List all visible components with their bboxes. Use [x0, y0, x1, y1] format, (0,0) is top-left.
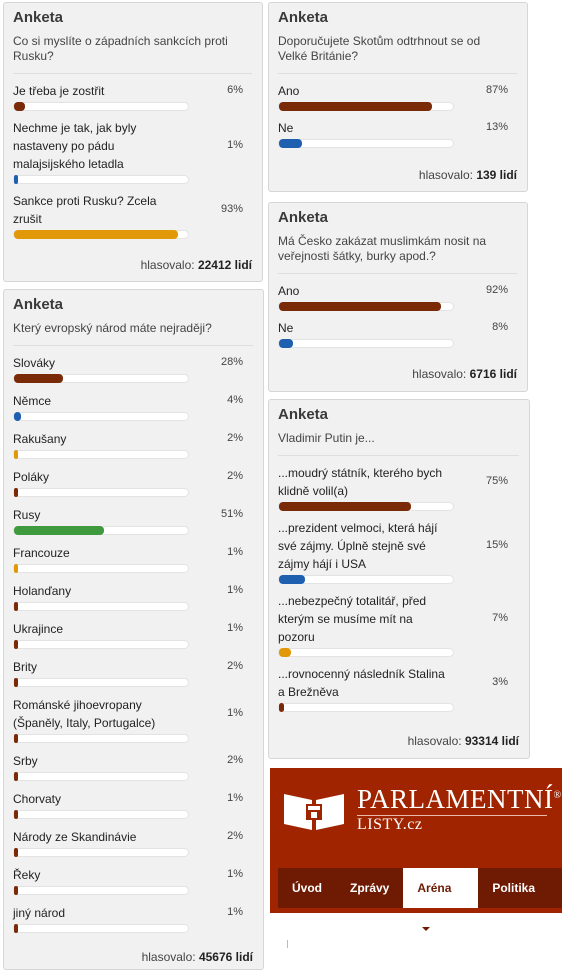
vote-count: hlasovalo: 6716 lidí [412, 367, 517, 381]
result-bar-fill [14, 230, 178, 239]
option-label: Němce [13, 394, 52, 408]
poll-options [278, 282, 517, 348]
divider [278, 273, 517, 274]
poll-question: Který evropský národ máte nejraději? [13, 321, 212, 335]
option-label: Chorvaty [13, 792, 62, 806]
poll-option[interactable] [278, 665, 519, 712]
result-bar-fill [279, 703, 284, 712]
poll-option[interactable] [278, 119, 517, 148]
result-bar-fill [14, 810, 18, 819]
poll-scotland [268, 2, 528, 192]
poll-option[interactable] [13, 696, 253, 743]
option-percent: 92% [485, 284, 508, 296]
poll-option[interactable] [13, 430, 253, 459]
result-bar [278, 575, 454, 584]
result-bar-fill [279, 502, 411, 511]
option-label: Sankce proti Rusku? Zcela zrušit [13, 194, 157, 226]
option-label: Holanďany [13, 584, 72, 598]
poll-option[interactable] [278, 592, 519, 657]
result-bar-fill [14, 412, 21, 421]
poll-option[interactable] [13, 582, 253, 611]
option-percent: 2% [227, 830, 243, 842]
result-bar [13, 886, 189, 895]
poll-options [13, 354, 253, 933]
result-bar [13, 412, 189, 421]
option-percent: 2% [227, 470, 243, 482]
poll-title: Anketa [278, 209, 329, 226]
result-bar-fill [279, 302, 441, 311]
nav-label: Aréna [417, 881, 452, 895]
nav-arena[interactable] [403, 868, 478, 908]
option-label: Poláky [13, 470, 50, 484]
result-bar-fill [14, 526, 104, 535]
poll-option[interactable] [13, 752, 253, 781]
result-bar-fill [14, 602, 18, 611]
option-percent: 1% [227, 707, 243, 719]
result-bar [278, 102, 454, 111]
option-percent: 4% [227, 394, 243, 406]
poll-title: Anketa [13, 296, 64, 313]
result-bar-fill [14, 886, 18, 895]
poll-options [278, 82, 517, 148]
result-bar-fill [279, 102, 432, 111]
result-bar-fill [14, 924, 18, 933]
result-bar-fill [14, 734, 18, 743]
result-bar [13, 564, 189, 573]
result-bar-fill [14, 450, 18, 459]
divider [287, 940, 288, 948]
result-bar [13, 175, 189, 184]
result-bar [278, 703, 454, 712]
poll-title: Anketa [278, 406, 329, 423]
result-bar [13, 848, 189, 857]
result-bar-fill [14, 772, 18, 781]
result-bar-fill [14, 678, 18, 687]
result-bar-fill [14, 175, 18, 184]
result-bar [13, 230, 189, 239]
divider [13, 345, 253, 346]
result-bar-fill [279, 339, 293, 348]
option-percent: 1% [227, 584, 243, 596]
book-logo-icon [282, 790, 346, 832]
vote-count: hlasovalo: 45676 lidí [141, 950, 253, 964]
result-bar [13, 450, 189, 459]
option-label: Románské jihoevropany (Španěly, Italy, Portugalce) [13, 698, 156, 730]
option-label: ...prezident velmoci, která hájí své zájmy. Úplně stejně své zájmy hájí i USA [278, 521, 438, 571]
option-label: Rusy [13, 508, 41, 522]
option-percent: 6% [227, 84, 243, 96]
vote-count: hlasovalo: 139 lidí [418, 168, 517, 182]
poll-question: Doporučujete Skotům odtrhnout se od Velké Británie? [278, 34, 481, 63]
result-bar [13, 374, 189, 383]
option-percent: 15% [485, 539, 508, 551]
result-bar [13, 924, 189, 933]
poll-option[interactable] [278, 82, 517, 111]
poll-title: Anketa [278, 9, 329, 26]
caret-down-icon [497, 927, 505, 931]
vote-count: hlasovalo: 22412 lidí [140, 258, 252, 272]
poll-question: Co si myslíte o západních sankcích proti Rusku? [13, 34, 228, 63]
option-label: Rakušany [13, 432, 67, 446]
option-percent: 1% [227, 906, 243, 918]
poll-option[interactable] [13, 790, 253, 819]
divider [13, 73, 252, 74]
result-bar-fill [14, 848, 18, 857]
poll-options [278, 464, 519, 712]
option-label: Ukrajince [13, 622, 64, 636]
poll-putin [268, 399, 530, 759]
option-label: Ano [278, 284, 300, 298]
result-bar-fill [14, 488, 18, 497]
poll-option[interactable] [13, 658, 253, 687]
option-percent: 3% [492, 676, 508, 688]
result-bar-fill [279, 139, 302, 148]
option-percent: 1% [227, 139, 243, 151]
option-label: jiný národ [13, 906, 66, 920]
poll-option[interactable] [13, 354, 253, 383]
result-bar [13, 678, 189, 687]
poll-question: Má Česko zakázat muslimkám nosit na veřejnosti šátky, burky apod.? [278, 234, 487, 263]
option-percent: 13% [485, 121, 508, 133]
brand-name: PARLAMENTNÍ® [357, 784, 562, 814]
poll-option[interactable] [13, 119, 252, 184]
option-percent: 2% [227, 660, 243, 672]
poll-sanctions [3, 2, 263, 282]
poll-option[interactable] [13, 192, 252, 239]
option-label: ...moudrý státník, kterého bych klidně volil(a) [278, 466, 443, 498]
option-label: ...rovnocenný následník Stalina a Brežněva [278, 667, 445, 699]
option-label: ...nebezpečný totalitář, před kterým se musíme mít na pozoru [278, 594, 427, 644]
option-percent: 8% [492, 321, 508, 333]
result-bar [278, 302, 454, 311]
result-bar [278, 139, 454, 148]
option-label: Srby [13, 754, 38, 768]
nav-zpravy[interactable] [336, 868, 403, 908]
divider [278, 73, 517, 74]
poll-option[interactable] [278, 319, 517, 348]
main-nav [278, 868, 562, 908]
option-percent: 75% [485, 475, 508, 487]
parlamentni-listy-banner[interactable] [270, 768, 562, 913]
nav-label: Politika [492, 881, 536, 895]
result-bar [13, 602, 189, 611]
poll-option[interactable] [13, 392, 253, 421]
nav-label: Zprávy [350, 881, 390, 895]
vote-count: hlasovalo: 93314 lidí [407, 734, 519, 748]
option-label: Slováky [13, 356, 56, 370]
poll-option[interactable] [13, 468, 253, 497]
result-bar [13, 734, 189, 743]
poll-question: Vladimir Putin je... [278, 431, 375, 445]
poll-options [13, 82, 252, 239]
poll-title: Anketa [13, 9, 64, 26]
result-bar [13, 526, 189, 535]
option-percent: 51% [220, 508, 243, 520]
option-label: Ne [278, 321, 294, 335]
result-bar [278, 502, 454, 511]
option-label: Ano [278, 84, 300, 98]
poll-option[interactable] [13, 506, 253, 535]
result-bar [13, 488, 189, 497]
option-percent: 28% [220, 356, 243, 368]
result-bar [13, 640, 189, 649]
option-label: Řeky [13, 868, 41, 882]
result-bar-fill [14, 564, 18, 573]
option-percent: 93% [220, 203, 243, 215]
poll-option[interactable] [278, 282, 517, 311]
option-label: Národy ze Skandinávie [13, 830, 137, 844]
result-bar [13, 772, 189, 781]
result-bar [278, 648, 454, 657]
result-bar-fill [279, 575, 305, 584]
poll-option[interactable] [278, 519, 519, 584]
option-label: Ne [278, 121, 294, 135]
nav-uvod[interactable] [278, 868, 336, 908]
option-percent: 1% [227, 622, 243, 634]
option-percent: 1% [227, 792, 243, 804]
poll-option[interactable] [13, 828, 253, 857]
poll-option[interactable] [13, 866, 253, 895]
result-bar-fill [14, 102, 25, 111]
option-percent: 1% [227, 868, 243, 880]
poll-option[interactable] [13, 904, 253, 933]
poll-option[interactable] [13, 544, 253, 573]
option-label: Je třeba je zostřit [13, 84, 105, 98]
caret-down-icon [422, 927, 430, 931]
poll-option[interactable] [278, 464, 519, 511]
result-bar-fill [14, 640, 18, 649]
result-bar [13, 102, 189, 111]
divider [278, 455, 519, 456]
result-bar [13, 810, 189, 819]
option-percent: 2% [227, 754, 243, 766]
option-percent: 7% [492, 612, 508, 624]
nav-politika[interactable] [478, 868, 562, 908]
option-label: Nechme je tak, jak byly nastaveny po pádu malajsijského letadla [13, 121, 137, 171]
option-percent: 87% [485, 84, 508, 96]
option-percent: 2% [227, 432, 243, 444]
result-bar [278, 339, 454, 348]
poll-nations [3, 289, 264, 970]
poll-option[interactable] [13, 620, 253, 649]
result-bar-fill [14, 374, 63, 383]
poll-headscarves [268, 202, 528, 392]
result-bar-fill [279, 648, 291, 657]
nav-label: Úvod [292, 881, 322, 895]
option-label: Brity [13, 660, 37, 674]
option-percent: 1% [227, 546, 243, 558]
poll-option[interactable] [13, 82, 252, 111]
brand-domain: LISTY.cz [357, 816, 423, 833]
option-label: Francouze [13, 546, 70, 560]
